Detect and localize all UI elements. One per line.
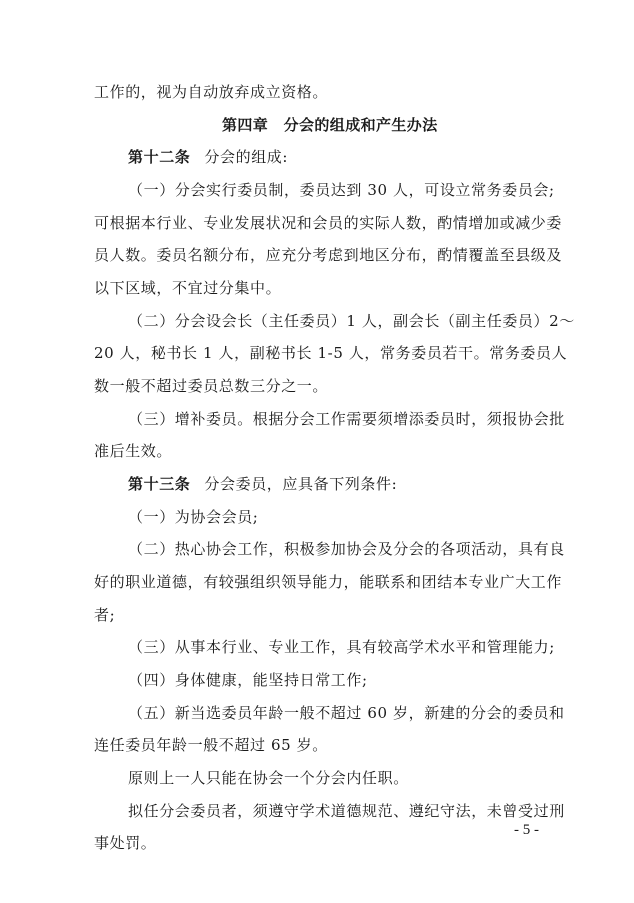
chapter-heading: 第四章 分会的组成和产生办法	[222, 116, 438, 134]
text-line: 连任委员年龄一般不超过 65 岁。	[94, 736, 328, 754]
text-line: 准后生效。	[94, 442, 173, 460]
text-line: （一）分会实行委员制，委员达到 30 人，可设立常务委员会;	[128, 181, 555, 199]
article-13-text: 分会委员，应具备下列条件:	[204, 475, 398, 493]
text-line: 数一般不超过委员总数三分之一。	[94, 377, 329, 395]
text-line: 事处罚。	[94, 834, 157, 852]
text-line: 可根据本行业、专业发展状况和会员的实际人数，酌情增加或减少委	[94, 214, 563, 232]
text-line: 拟任分会委员者，须遵守学术道德规范、遵纪守法，未曾受过刑	[128, 802, 565, 820]
text-line: 好的职业道德，有较强组织领导能力，能联系和团结本专业广大工作	[94, 573, 563, 591]
page-number: - 5 -	[514, 822, 539, 838]
text-line: 工作的，视为自动放弃成立资格。	[94, 83, 329, 101]
text-line: 员人数。委员名额分布，应充分考虑到地区分布，酌情覆盖至县级及	[94, 246, 563, 264]
article-13	[128, 474, 397, 494]
text-line: （二）分会设会长（主任委员）1 人，副会长（副主任委员）2～	[128, 312, 575, 330]
article-13-label: 第十三条	[128, 475, 191, 493]
text-line: （五）新当选委员年龄一般不超过 60 岁，新建的分会的委员和	[128, 704, 565, 722]
text-line: （四）身体健康，能坚持日常工作;	[128, 671, 368, 689]
article-12	[128, 147, 288, 167]
text-line: （三）从事本行业、专业工作，具有较高学术水平和管理能力;	[128, 638, 555, 656]
article-12-text: 分会的组成:	[204, 148, 289, 166]
text-line: 者;	[94, 606, 116, 624]
text-line: 原则上一人只能在协会一个分会内任职。	[128, 769, 409, 787]
text-line: （二）热心协会工作，积极参加协会及分会的各项活动，具有良	[128, 540, 565, 558]
text-line: （一）为协会会员;	[128, 508, 259, 526]
text-line: 以下区域，不宜过分集中。	[94, 279, 282, 297]
text-line: 20 人，秘书长 1 人，副秘书长 1-5 人，常务委员若干。常务委员人	[94, 344, 568, 362]
article-12-label: 第十二条	[128, 148, 191, 166]
text-line: （三）增补委员。根据分会工作需要须增添委员时，须报协会批	[128, 410, 565, 428]
